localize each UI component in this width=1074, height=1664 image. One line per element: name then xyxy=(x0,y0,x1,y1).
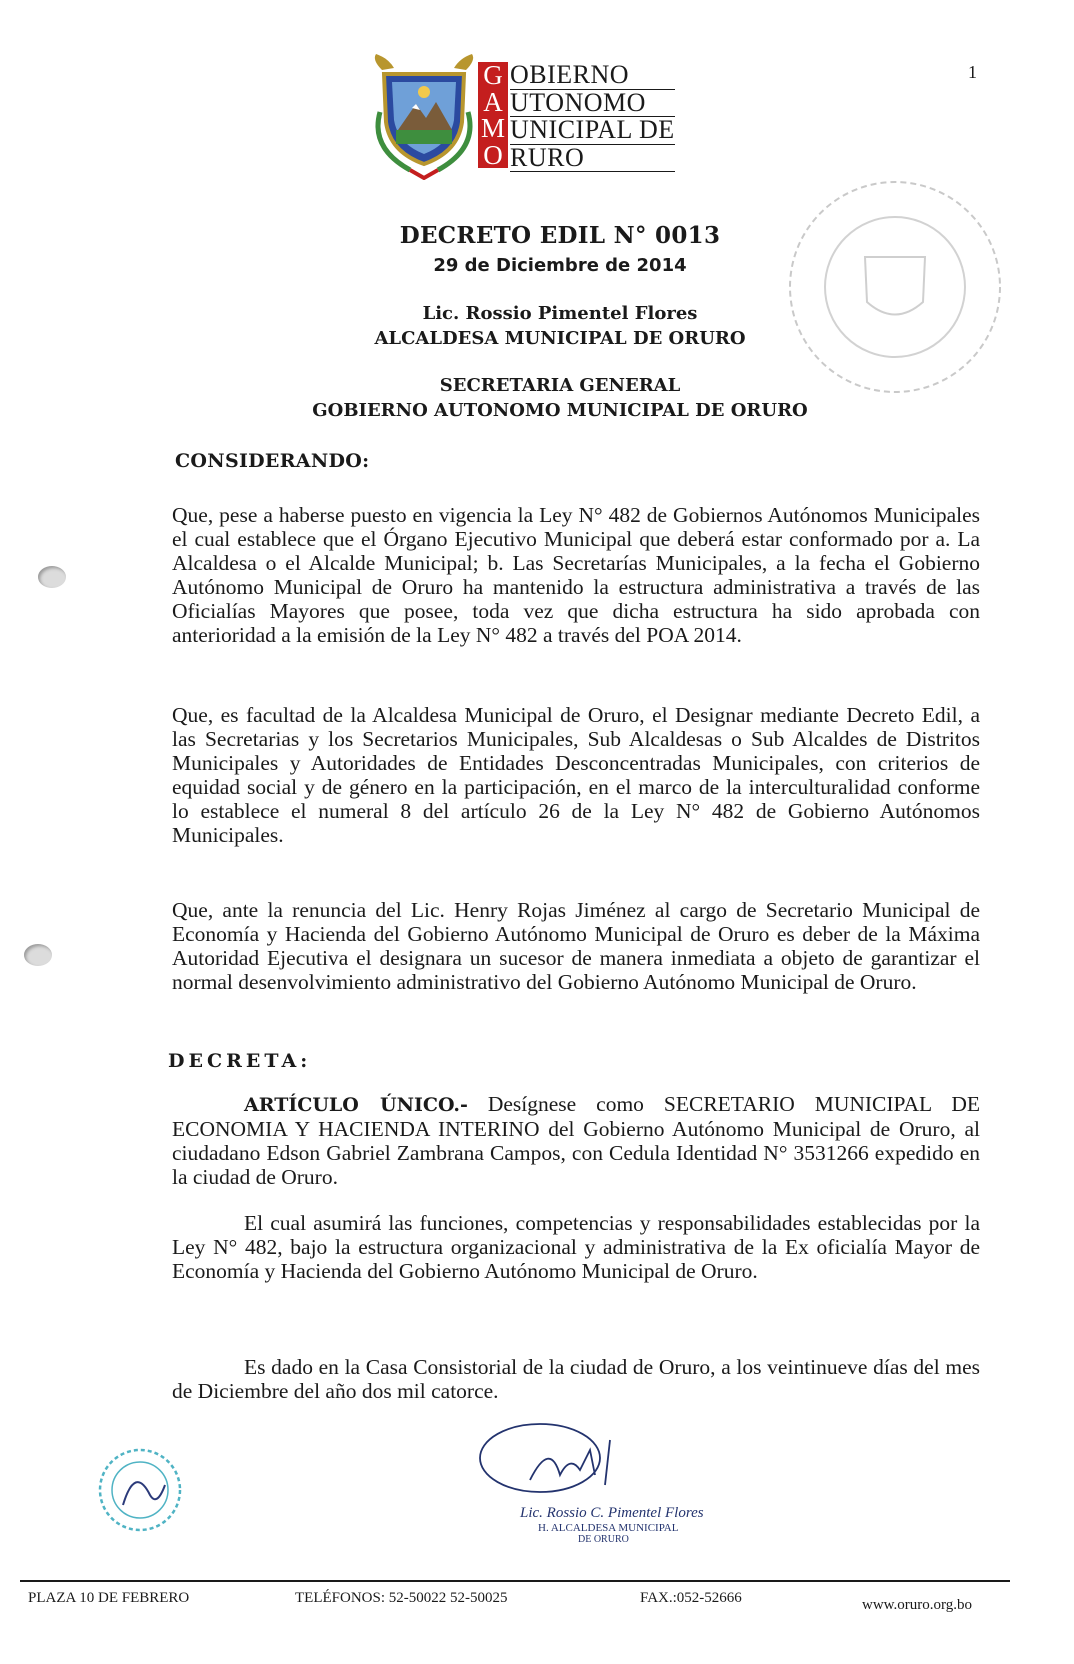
signatory-name: Lic. Rossio C. Pimentel Flores xyxy=(520,1505,704,1521)
logo-word: OBIERNO xyxy=(510,62,675,90)
logo-letter: G xyxy=(483,60,503,90)
punch-hole xyxy=(24,944,52,966)
coat-of-arms-icon xyxy=(370,52,478,180)
punch-hole xyxy=(38,566,66,588)
logo-letter: M xyxy=(480,113,505,143)
municipal-logo xyxy=(370,52,690,182)
footer-fax: FAX.:052-52666 xyxy=(640,1590,742,1606)
paragraph: Que, ante la renuncia del Lic. Henry Rojas Jiménez al cargo de Secretario Municipal de Economía y Hacienda del Gobierno Autónomo Municipal de Oruro es deber de la Máxima Autoridad Ejecutiva el designara un sucesor de manera inmediata a objeto de garantizar el normal desenvolvimiento administrativo del Gobierno Autónomo Municipal de Oruro. xyxy=(172,898,980,994)
official-seal-icon xyxy=(780,172,1010,402)
logo-word: UNICIPAL DE xyxy=(510,115,675,144)
logo-word: RURO xyxy=(510,145,675,173)
secretariat-title: SECRETARIA GENERAL xyxy=(439,375,681,396)
footer-phones: TELÉFONOS: 52-50022 52-50025 xyxy=(295,1590,508,1606)
government-title: GOBIERNO AUTONOMO MUNICIPAL DE ORURO xyxy=(312,400,808,421)
decree-title: DECRETO EDIL N° 0013 xyxy=(399,222,721,249)
article-text: Desígnese como SECRETARIO MUNICIPAL DE ECONOMIA Y HACIENDA INTERINO del Gobierno Autónomo Municipal de Oruro, al ciudadano Edson Gabriel Zambrana Campos, con Cedula Identidad N° 3531266 expedido en la ciudad de Oruro. xyxy=(172,1092,980,1189)
decreta-heading: DECRETA: xyxy=(168,1050,312,1072)
footer-divider xyxy=(20,1580,1010,1582)
page-number: 1 xyxy=(968,62,977,82)
paragraph: Que, pese a haberse puesto en vigencia la Ley N° 482 de Gobiernos Autónomos Municipales el cual establece que el Órgano Ejecutivo Municipal que deberá estar conformado por a. La Alcaldesa o el Alcalde Municipal; b. Las Secretarías Municipales, a la fecha el Gobierno Autónomo Municipal de Oruro ha mantenido la estructura administrativa a través de las Oficialías Mayores que posee, toda vez que dicha estructura ha sido aprobada con anterioridad a la emisión de la Ley N° 482 a través del POA 2014. xyxy=(172,503,980,647)
logo-word: UTONOMO xyxy=(510,90,675,118)
footer-website: www.oruro.org.bo xyxy=(862,1597,972,1613)
logo-letter: O xyxy=(483,139,503,170)
paragraph: Que, es facultad de la Alcaldesa Municipal de Oruro, el Designar mediante Decreto Edil, a las Secretarias y los Secretarios Municipales, Sub Alcaldesas o Sub Alcaldes de Distritos Municipales y Autoridades de Entidades Desconcentradas Municipales, con criterios de equidad social y de género en la participación, en el marco de la interculturalidad conforme lo establece el numeral 8 del artículo 26 de la Ley N° 482 de Gobierno Autónomos Municipales. xyxy=(172,703,980,847)
article-label: ARTÍCULO ÚNICO.- xyxy=(244,1094,468,1116)
logo-letter: A xyxy=(483,86,503,117)
signatory-place: DE ORURO xyxy=(578,1534,629,1545)
logo-words xyxy=(510,62,675,172)
signature-icon xyxy=(470,1420,670,1500)
paragraph: Es dado en la Casa Consistorial de la ciudad de Oruro, a los veintinueve días del mes de Diciembre del año dos mil catorce. xyxy=(172,1355,980,1403)
article-paragraph xyxy=(172,1092,980,1189)
paragraph: El cual asumirá las funciones, competencias y responsabilidades establecidas por la Ley N° 482, bajo la estructura organizacional y administrativa de la Ex oficialía Mayor de Economía y Hacienda del Gobierno Autónomo Municipal de Oruro. xyxy=(172,1211,980,1283)
logo-initials xyxy=(478,62,508,168)
decree-date: 29 de Diciembre de 2014 xyxy=(433,255,687,276)
considerando-heading: CONSIDERANDO: xyxy=(175,450,370,472)
mayor-role: ALCALDESA MUNICIPAL DE ORURO xyxy=(374,328,746,349)
signatory-role: H. ALCALDESA MUNICIPAL xyxy=(538,1522,679,1534)
secretary-stamp-icon xyxy=(95,1445,185,1535)
signature-block xyxy=(520,1505,704,1545)
footer-address: PLAZA 10 DE FEBRERO xyxy=(28,1590,190,1606)
mayor-name: Lic. Rossio Pimentel Flores xyxy=(422,303,698,324)
